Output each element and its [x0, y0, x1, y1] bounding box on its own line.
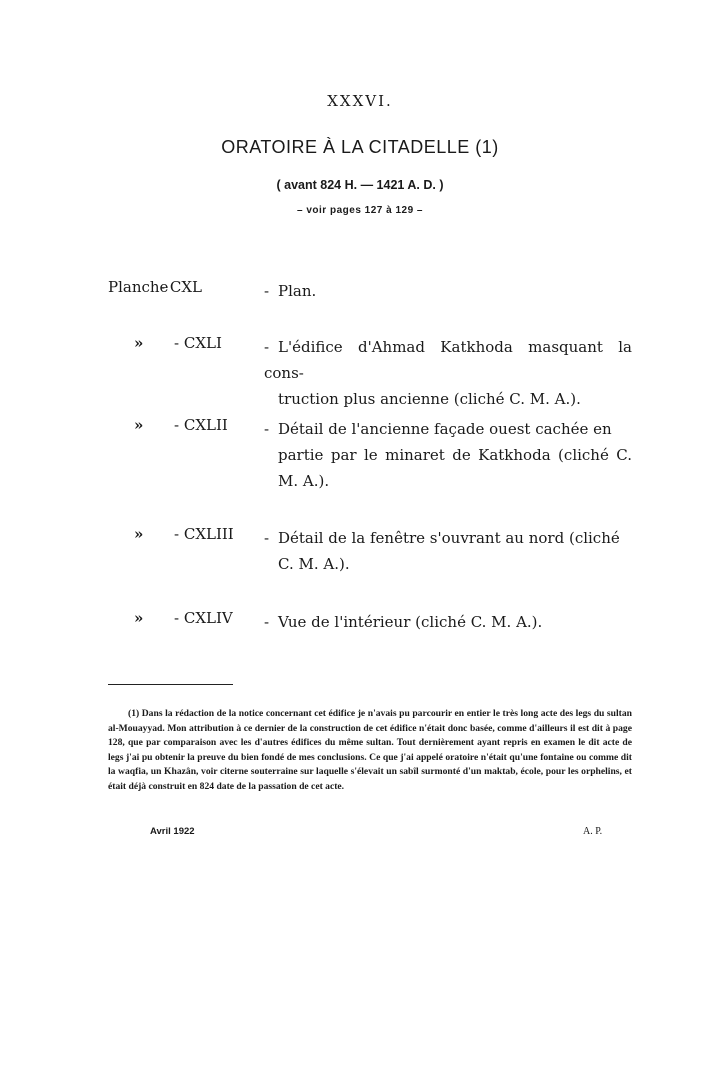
- plate-number: - CXL: [160, 278, 202, 296]
- footnote-text: (1) Dans la rédaction de la notice concernant cet édifice je n'avais pu parcourir en entier le très long acte des legs du sultan al-Mouayyad. Mon attribution à ce dernier de la construction de cet édifice n'était donc basée, comme d'ailleurs il est dit à page 128, que par comparaison avec les d'autres édifices du même sultan. Tout dernièrement ayant repris en examen le dit acte de legs j'ai pu obtenir la preuve du bien fondé de mes conclusions. Ce que j'ai appelé oratoire n'était qu'une fontaine ou comme dit la waqfia, un Khazân, voir citerne souterraine sur laquelle s'élevait un sabîl surmonté d'un maktab, école, pour les orphelins, et était déjà construit en 824 date de la passation de cet acte.: [108, 708, 632, 792]
- footnote: [108, 707, 632, 795]
- date-range: ( avant 824 H. — 1421 A. D. ): [276, 178, 444, 192]
- footnote-author: A. P.: [583, 826, 603, 837]
- plate-description: [264, 334, 632, 412]
- plate-number: - CXLII: [174, 416, 228, 434]
- plate-description-continued: truction plus ancienne (cliché C. M. A.).: [278, 390, 581, 408]
- plate-description-continued: C. M. A.).: [278, 555, 350, 573]
- plate-dash: -: [264, 529, 270, 547]
- plate-description: [264, 609, 632, 635]
- page-title: ORATOIRE À LA CITADELLE (1): [221, 137, 499, 157]
- plate-label: Planche: [108, 278, 169, 296]
- footnote-date: Avril 1922: [150, 826, 195, 837]
- plate-description-text: Détail de la fenêtre s'ouvrant au nord (cliché: [278, 529, 620, 547]
- plate-description-continued: partie par le minaret de Katkhoda (cliché C. M. A.).: [278, 446, 632, 490]
- ditto-mark: »: [134, 416, 144, 434]
- ditto-mark: »: [134, 334, 144, 352]
- plate-dash: -: [264, 282, 270, 300]
- plate-description: [264, 416, 632, 494]
- plate-number: - CXLIII: [174, 525, 234, 543]
- plate-description-text: Vue de l'intérieur (cliché C. M. A.).: [278, 613, 543, 631]
- plate-dash: -: [264, 613, 270, 631]
- chapter-number: XXXVI.: [327, 92, 393, 110]
- plate-number: - CXLI: [174, 334, 222, 352]
- ditto-mark: »: [134, 609, 144, 627]
- plate-description: [264, 525, 632, 577]
- plate-description-text: L'édifice d'Ahmad Katkhoda masquant la cons-: [264, 338, 632, 382]
- ditto-mark: »: [134, 525, 144, 543]
- see-pages-reference: – voir pages 127 à 129 –: [297, 205, 423, 216]
- plate-dash: -: [264, 338, 270, 356]
- plate-description: [264, 278, 632, 304]
- plate-description-text: Détail de l'ancienne façade ouest cachée en: [278, 420, 612, 438]
- plate-description-text: Plan.: [278, 282, 317, 300]
- plate-number: - CXLIV: [174, 609, 233, 627]
- plate-dash: -: [264, 420, 270, 438]
- footnote-divider: [108, 684, 233, 685]
